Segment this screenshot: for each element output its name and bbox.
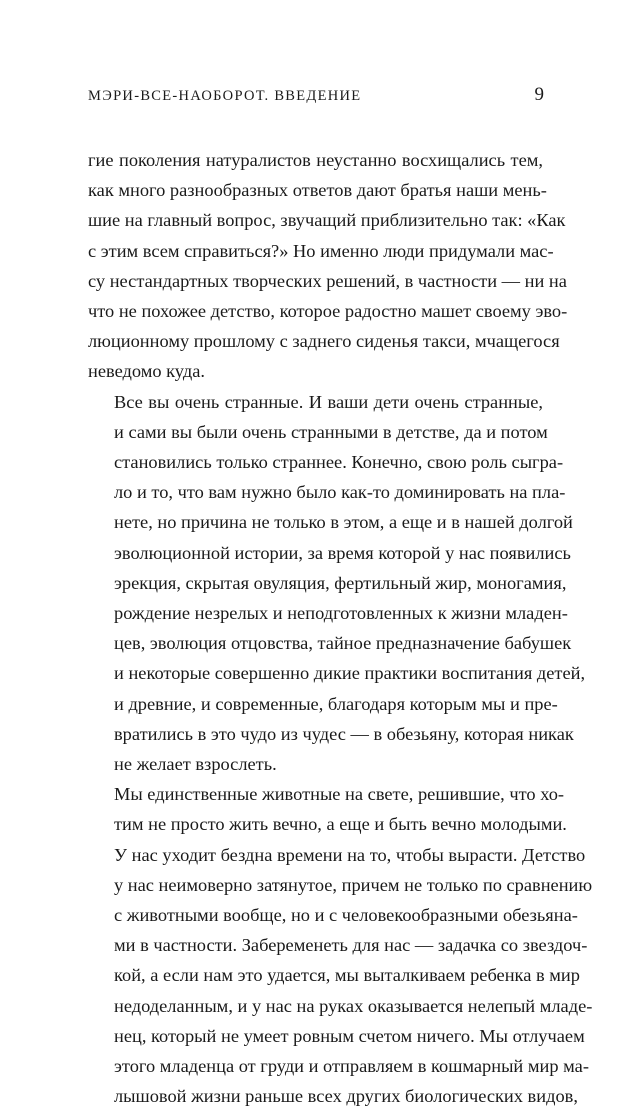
text-line: лышовой жизни раньше всех других биологических видов,	[114, 1086, 578, 1107]
text-line: нец, который не умеет ровным счетом ничего. Мы отлучаем	[114, 1025, 585, 1046]
paragraph	[88, 387, 586, 780]
text-line: с животными вообще, но и с человекообразными обезьяна-	[114, 905, 578, 926]
text-line: неведомо куда.	[88, 361, 205, 382]
text-line: нете, но причина не только в этом, а еще и в нашей долгой	[114, 512, 573, 533]
text-line: с этим всем справиться?» Но именно люди придумали мас-	[88, 240, 554, 261]
text-line: ми в частности. Забеременеть для нас — задачка со звездоч-	[114, 935, 588, 956]
text-line: и древние, и современные, благодаря которым мы и пре-	[114, 693, 558, 714]
text-line: эволюционной истории, за время которой у нас появились	[114, 542, 571, 563]
text-line: ло и то, что вам нужно было как-то доминировать на пла-	[114, 482, 566, 503]
text-line: этого младенца от груди и отправляем в кошмарный мир ма-	[114, 1056, 589, 1077]
text-line: цев, эволюция отцовства, тайное предназначение бабушек	[114, 633, 572, 654]
text-line: люционному прошлому с заднего сиденья такси, мчащегося	[88, 331, 560, 352]
text-line: шие на главный вопрос, звучащий приблизительно так: «Как	[88, 210, 566, 231]
text-line: Мы единственные животные на свете, решившие, что хо-	[114, 784, 565, 805]
page-number: 9	[534, 84, 544, 105]
text-line: кой, а если нам это удается, мы выталкиваем ребенка в мир	[114, 965, 580, 986]
text-line: как много разнообразных ответов дают братья наши мень-	[88, 180, 547, 201]
running-header	[88, 84, 544, 108]
text-line: рождение незрелых и неподготовленных к жизни младен-	[114, 603, 568, 624]
text-line: Все вы очень странные. И ваши дети очень странные,	[114, 391, 543, 412]
text-line: становились только страннее. Конечно, свою роль сыгра-	[114, 452, 564, 473]
text-line: су нестандартных творческих решений, в частности — ни на	[88, 270, 567, 291]
text-line: что не похожее детство, которое радостно машет своему эво-	[88, 301, 568, 322]
text-line: гие поколения натуралистов неустанно восхищались тем,	[88, 150, 543, 170]
text-line: эрекция, скрытая овуляция, фертильный жир, моногамия,	[114, 572, 567, 593]
text-line: недоделанным, и у нас на руках оказывается нелепый младе-	[114, 995, 593, 1016]
paragraph	[88, 779, 593, 1111]
paragraph	[88, 145, 568, 387]
chapter-title: МЭРИ-ВСЕ-НАОБОРОТ. ВВЕДЕНИЕ	[88, 88, 362, 104]
text-line: тим не просто жить вечно, а еще и быть вечно молодыми.	[114, 814, 567, 835]
text-line: У нас уходит бездна времени на то, чтобы вырасти. Детство	[114, 844, 586, 865]
text-line: не желает взрослеть.	[114, 754, 277, 775]
text-line: и некоторые совершенно дикие практики воспитания детей,	[114, 663, 586, 684]
text-line: вратились в это чудо из чудес — в обезьяну, которая никак	[114, 723, 574, 744]
body-text	[88, 145, 593, 1112]
text-line: и сами вы были очень странными в детстве, да и потом	[114, 421, 548, 442]
text-line: у нас неимоверно затянутое, причем не только по сравнению	[114, 874, 593, 895]
